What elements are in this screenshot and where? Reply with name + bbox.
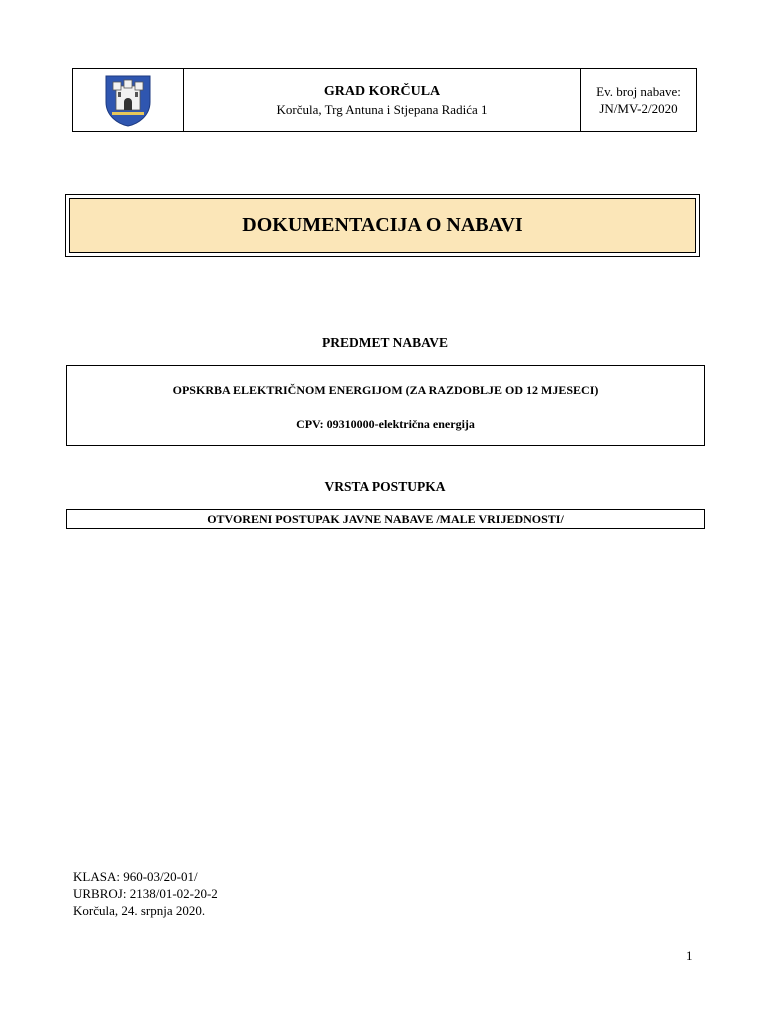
procedure-box: OTVORENI POSTUPAK JAVNE NABAVE /MALE VRIJEDNOSTI/ [66,509,705,529]
city-name: GRAD KORČULA [323,83,441,99]
document-title-box [65,194,700,257]
header-table [72,68,697,132]
klasa-line: KLASA: 960-03/20-01/ [73,869,198,884]
place-date-line: Korčula, 24. srpnja 2020. [73,903,206,918]
subject-heading: PREDMET NABAVE [322,335,448,350]
reference-label: Ev. broj nabave: [596,84,681,99]
city-title-cell [184,69,581,131]
subject-description: OPSKRBA ELEKTRIČNOM ENERGIJOM (ZA RAZDOBLJE OD 12 MJESECI) [172,383,599,397]
urbroj-line: URBROJ: 2138/01-02-20-2 [73,886,218,901]
page-number: 1 [686,948,693,963]
city-address: Korčula, Trg Antuna i Stjepana Radića 1 [276,101,488,117]
document-title: DOKUMENTACIJA O NABAVI [69,198,696,253]
reference-value: JN/MV-2/2020 [599,101,678,116]
procedure-heading: VRSTA POSTUPKA [324,479,446,494]
reference-cell [581,69,696,131]
subject-box [66,365,705,446]
footer-block [73,868,218,919]
cpv-code: CPV: 09310000-električna energija [296,417,475,431]
logo-cell [73,69,184,131]
coat-of-arms-icon [102,72,154,128]
